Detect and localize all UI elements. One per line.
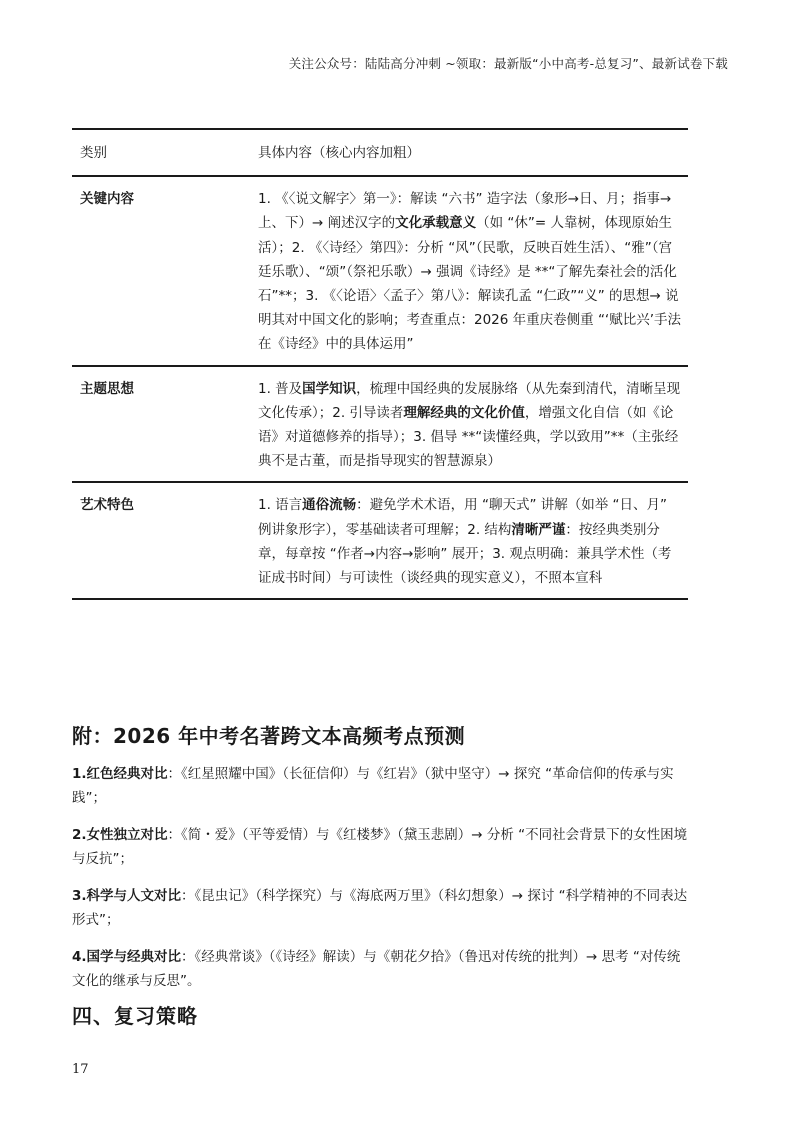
content-text: ：按经典类别分章，每章按 “作者→内容→影响” 展开；3. 观点明确：兼具学术性（考证成书时间）与可读性（谈经典的现实意义），不照本宣科 bbox=[258, 521, 672, 587]
table-row bbox=[72, 482, 688, 599]
header-note: 关注公众号：陆陆高分冲刺 ~领取：最新版“小中高考-总复习”、最新试卷下载 bbox=[288, 56, 728, 71]
content-text: ：避免学术术语，用 “聊天式” 讲解（如举 “日、月” 例讲象形字），零基础读者可理解；2. 结构 bbox=[258, 497, 668, 538]
list-item bbox=[72, 823, 692, 871]
appendix-list bbox=[72, 762, 692, 1006]
item-text: ：《红星照耀中国》（长征信仰）与《红岩》（狱中坚守）→ 探究 “革命信仰的传承与实践”； bbox=[72, 766, 674, 806]
content-bold: 文化承载意义 bbox=[395, 215, 477, 232]
row-content bbox=[258, 176, 688, 365]
list-item bbox=[72, 762, 692, 810]
header-content: 具体内容（核心内容加粗） bbox=[258, 145, 420, 161]
page-number: 17 bbox=[72, 1062, 89, 1077]
content-bold: 国学知识 bbox=[302, 380, 357, 397]
section-title: 四、复习策略 bbox=[72, 1004, 198, 1028]
row-category: 主题思想 bbox=[80, 380, 134, 397]
item-text: ：《经典常谈》（《诗经》解读）与《朝花夕拾》（鲁迅对传统的批判）→ 思考 “对传统文化的继承与反思”。 bbox=[72, 949, 681, 989]
content-text: 1. 普及 bbox=[258, 380, 303, 397]
list-item bbox=[72, 884, 692, 932]
item-text: ：《简・爱》（平等爱情）与《红楼梦》（黛玉悲剧）→ 分析 “不同社会背景下的女性困境与反抗”； bbox=[72, 827, 688, 867]
item-lead: 4.国学与经典对比 bbox=[72, 949, 182, 965]
header-category: 类别 bbox=[80, 145, 107, 161]
content-bold: 清晰严谨 bbox=[511, 521, 566, 538]
table-row bbox=[72, 366, 688, 483]
table-header-row bbox=[72, 129, 688, 176]
row-category: 艺术特色 bbox=[80, 497, 134, 514]
content-bold: 理解经典的文化价值 bbox=[403, 404, 525, 421]
item-lead: 2.女性独立对比 bbox=[72, 827, 168, 843]
content-text: ，增强文化自信（如《论语》对道德修养的指导）；3. 倡导 **“读懂经典，学以致用”**（主张经典不是古董，而是指导现实的智慧源泉） bbox=[258, 404, 679, 470]
row-content bbox=[258, 482, 688, 599]
content-text: （如 “休”= 人靠树，体现原始生活）；2. 《〈诗经〉第四》：分析 “风”（民歌，反映百姓生活）、“雅”（宫廷乐歌）、“颂”（祭祀乐歌）→ 强调《诗经》是 **“了解先秦社会的活化石”**；3. 《〈论语〉〈孟子〉第八》：解读孔孟 “仁政”“义” 的思想→ 说明其对中国文化的影响；考查重点：2026 年重庆卷侧重 “‘赋比兴’手法在《诗经》中的具体运用” bbox=[258, 215, 682, 353]
review-table bbox=[72, 128, 688, 600]
row-category: 关键内容 bbox=[80, 191, 134, 208]
item-lead: 3.科学与人文对比 bbox=[72, 888, 182, 904]
item-lead: 1.红色经典对比 bbox=[72, 766, 168, 782]
row-content bbox=[258, 366, 688, 483]
table-row bbox=[72, 176, 688, 365]
content-text: 1. 《〈说文解字〉第一》：解读 “六书” 造字法（象形→日、月；指事→上、下）→ 阐述汉字的 bbox=[258, 191, 672, 232]
item-text: ：《昆虫记》（科学探究）与《海底两万里》（科幻想象）→ 探讨 “科学精神的不同表达形式”； bbox=[72, 888, 688, 928]
list-item bbox=[72, 945, 692, 993]
content-text: 1. 语言 bbox=[258, 497, 303, 514]
content-text: ，梳理中国经典的发展脉络（从先秦到清代，清晰呈现文化传承）；2. 引导读者 bbox=[258, 380, 681, 421]
appendix-title: 附：2026 年中考名著跨文本高频考点预测 bbox=[72, 724, 466, 748]
content-bold: 通俗流畅 bbox=[302, 497, 357, 514]
